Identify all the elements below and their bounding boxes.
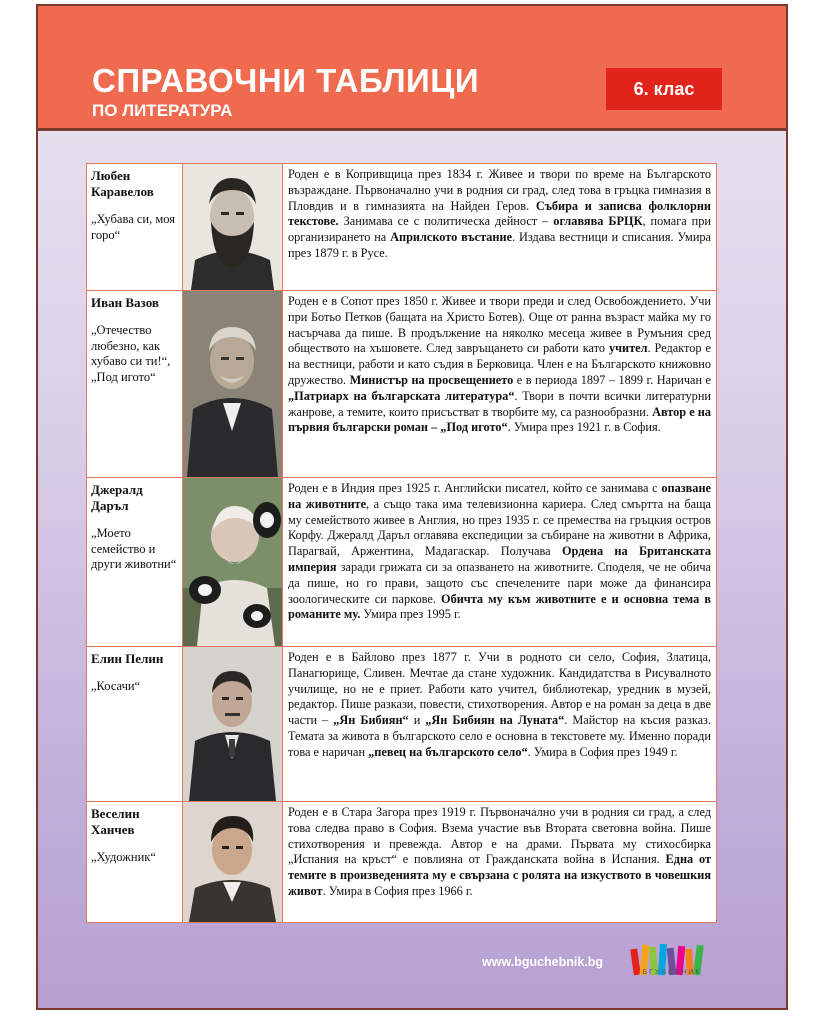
photo-cell <box>183 647 283 802</box>
author-bio <box>288 650 711 761</box>
bio-text: . Твори в почти всички литературни жанрове, а темите, които присъстват в творбите му, са разнообразни. <box>288 388 711 419</box>
author-info-cell <box>87 164 183 291</box>
author-work: „Отечество любезно, как хубаво си ти!“, „Под игото“ <box>91 323 171 384</box>
bio-cell <box>283 164 717 291</box>
bio-text: . Майстор на късия разказ. Темата за живота в българското село е основна в текстовете му. Именно поради това е наричан <box>288 713 711 759</box>
bio-text: . Умира през 1921 г. в София. <box>507 420 661 435</box>
author-portrait-karavelov <box>183 164 282 290</box>
bio-text: Занимава се с политическа дейност – <box>338 214 554 229</box>
table-row <box>87 647 717 802</box>
bio-highlight: Събира и записва фолклорни текстове. <box>288 198 711 229</box>
author-portrait-vazov <box>183 291 282 477</box>
photo-cell <box>183 802 283 923</box>
page-title: СПРАВОЧНИ ТАБЛИЦИ <box>92 62 480 99</box>
author-name: Иван Вазов <box>91 295 159 310</box>
bio-highlight: „Патриарх на българската литература“ <box>288 388 515 403</box>
bio-highlight: учител <box>608 341 648 356</box>
author-name: Веселин Ханчев <box>91 806 140 837</box>
author-photo-durrell-with-lemurs <box>183 478 282 646</box>
author-work: „Хубава си, моя горо“ <box>91 212 176 242</box>
bio-highlight: оглавява БРЦК <box>553 214 643 229</box>
bio-cell <box>283 802 717 923</box>
authors-table <box>86 163 717 923</box>
bio-text: е в периода 1897 – 1899 г. Наричан е <box>513 372 712 387</box>
author-info-cell <box>87 802 183 923</box>
author-bio <box>288 481 711 623</box>
author-bio <box>288 294 711 436</box>
table-row <box>87 802 717 923</box>
photo-cell <box>183 164 283 291</box>
bio-highlight: „певец на българското село“ <box>368 744 528 759</box>
author-name: Любен Каравелов <box>91 168 154 199</box>
bio-highlight: Обичта му към животните е и основна тема в романите му. <box>288 591 712 622</box>
publisher-logo-text: БГУЧЕБНИК <box>642 969 702 976</box>
bio-highlight: Една от темите в произведенията му е свързана с ролята на изкуството в човешкия живот <box>288 852 711 898</box>
author-info-cell <box>87 478 183 647</box>
bio-highlight: Автор е на първия български роман – „Под игото“ <box>288 404 712 435</box>
reference-poster <box>36 4 788 1010</box>
header-banner <box>38 6 786 128</box>
header-divider <box>38 128 786 131</box>
bio-text: Роден е в Индия през 1925 г. Английски писател, който се занимава с <box>288 481 662 495</box>
bio-text: , помага при организирането на <box>288 214 711 245</box>
photo-cell <box>183 291 283 478</box>
bio-text: Роден е в Стара Загора през 1919 г. Първоначално учи в родния си град, а след това следва право в София. Взема участие във Втората световна война. Пише стихотворения и превежда. Автор е на драми. Първата му стихосбирка „Испания на кръст“ е повлияна от Гражданската война в Испания. <box>288 805 711 867</box>
table-row <box>87 164 717 291</box>
bio-highlight: „Ян Бибиян на Луната“ <box>425 713 565 728</box>
bio-highlight: Ордена на Британската империя <box>288 544 711 574</box>
bio-text: Роден е в Сопот през 1850 г. Живее и твори преди и след Освобождението. Учи при Ботьо Петков (бащата на Христо Ботев). Още от ранна възраст майка му го насърчава да пише. В продължение на няколко месеца живее в Румъния сред обществото на хъшовете. След завръщането си работи като <box>288 294 711 356</box>
photo-cell <box>183 478 283 647</box>
bio-text: . Умира в София през 1949 г. <box>527 744 678 759</box>
publisher-url: www.bguchebnik.bg <box>482 955 604 969</box>
bio-text: . Умира в София през 1966 г. <box>322 883 473 898</box>
author-work: „Художник“ <box>91 850 156 864</box>
table-row <box>87 291 717 478</box>
bio-text: Умира през 1995 г. <box>360 607 461 622</box>
bio-highlight: „Ян Бибиян“ <box>333 713 409 728</box>
bio-text: . Издава вестници и списания. Умира през 1879 г. в Русе. <box>288 230 712 260</box>
author-portrait-elin-pelin <box>183 647 282 801</box>
bio-highlight: опазване на животните <box>288 481 711 511</box>
author-portrait-hanchev <box>183 802 282 922</box>
grade-badge: 6. клас <box>606 68 722 110</box>
bio-cell <box>283 291 717 478</box>
author-bio <box>288 167 711 262</box>
bio-text: Роден е в Байлово през 1877 г. Учи в родното си село, София, Златица, Панагюрище, Сливен. Мечтае да стане художник. Кандидатства в Рисувалното училище, но не е приет. Работи като учител, библиотекар, уредник в музей, редактор. Пише разкази, повести, стихотворения. Автор е на роман за деца в две части – <box>288 650 711 728</box>
author-name: Елин Пелин <box>91 651 164 666</box>
author-info-cell <box>87 291 183 478</box>
bio-text: и <box>408 713 426 728</box>
author-name: Джералд Даръл <box>91 482 143 513</box>
author-work: „Моето семейство и други животни“ <box>91 526 177 571</box>
author-info-cell <box>87 647 183 802</box>
bio-highlight: Априлското въстание <box>390 230 513 245</box>
bio-text: Роден е в Копривщица през 1834 г. Живее и твори по време на Българското възраждане. Първоначално учи в родния си град, след това в гръцка гимназия в Пловдив и в гимназията на Найден Геров. <box>288 167 711 213</box>
table-row <box>87 478 717 647</box>
bio-cell <box>283 647 717 802</box>
bio-cell <box>283 478 717 647</box>
author-bio <box>288 805 711 900</box>
bio-text: . Редактор е на вестници, работи и като съдия в Берковица. Член е на Българското книжовно дружество. <box>288 341 711 387</box>
author-work: „Косачи“ <box>91 679 141 693</box>
bio-text: заради грижата си за опазването на животните. Споделя, че не обича да пише, но го прави, защото със спечелените пари може да финансира зоологическите си паркове. <box>288 559 711 606</box>
bio-text: , а също така има телевизионна кариера. След смъртта на баща му семейството живее в Англия, но през 1935 г. се премества на гръцкия остров Корфу. Джералд Даръл оглавява експедиции за събиране на животни в Африка, Парагвай, Аржентина, Мадагаскар. Получава <box>288 496 711 559</box>
page-subtitle: ПО ЛИТЕРАТУРА <box>92 101 233 120</box>
bio-highlight: Министър на просвещението <box>349 372 514 387</box>
